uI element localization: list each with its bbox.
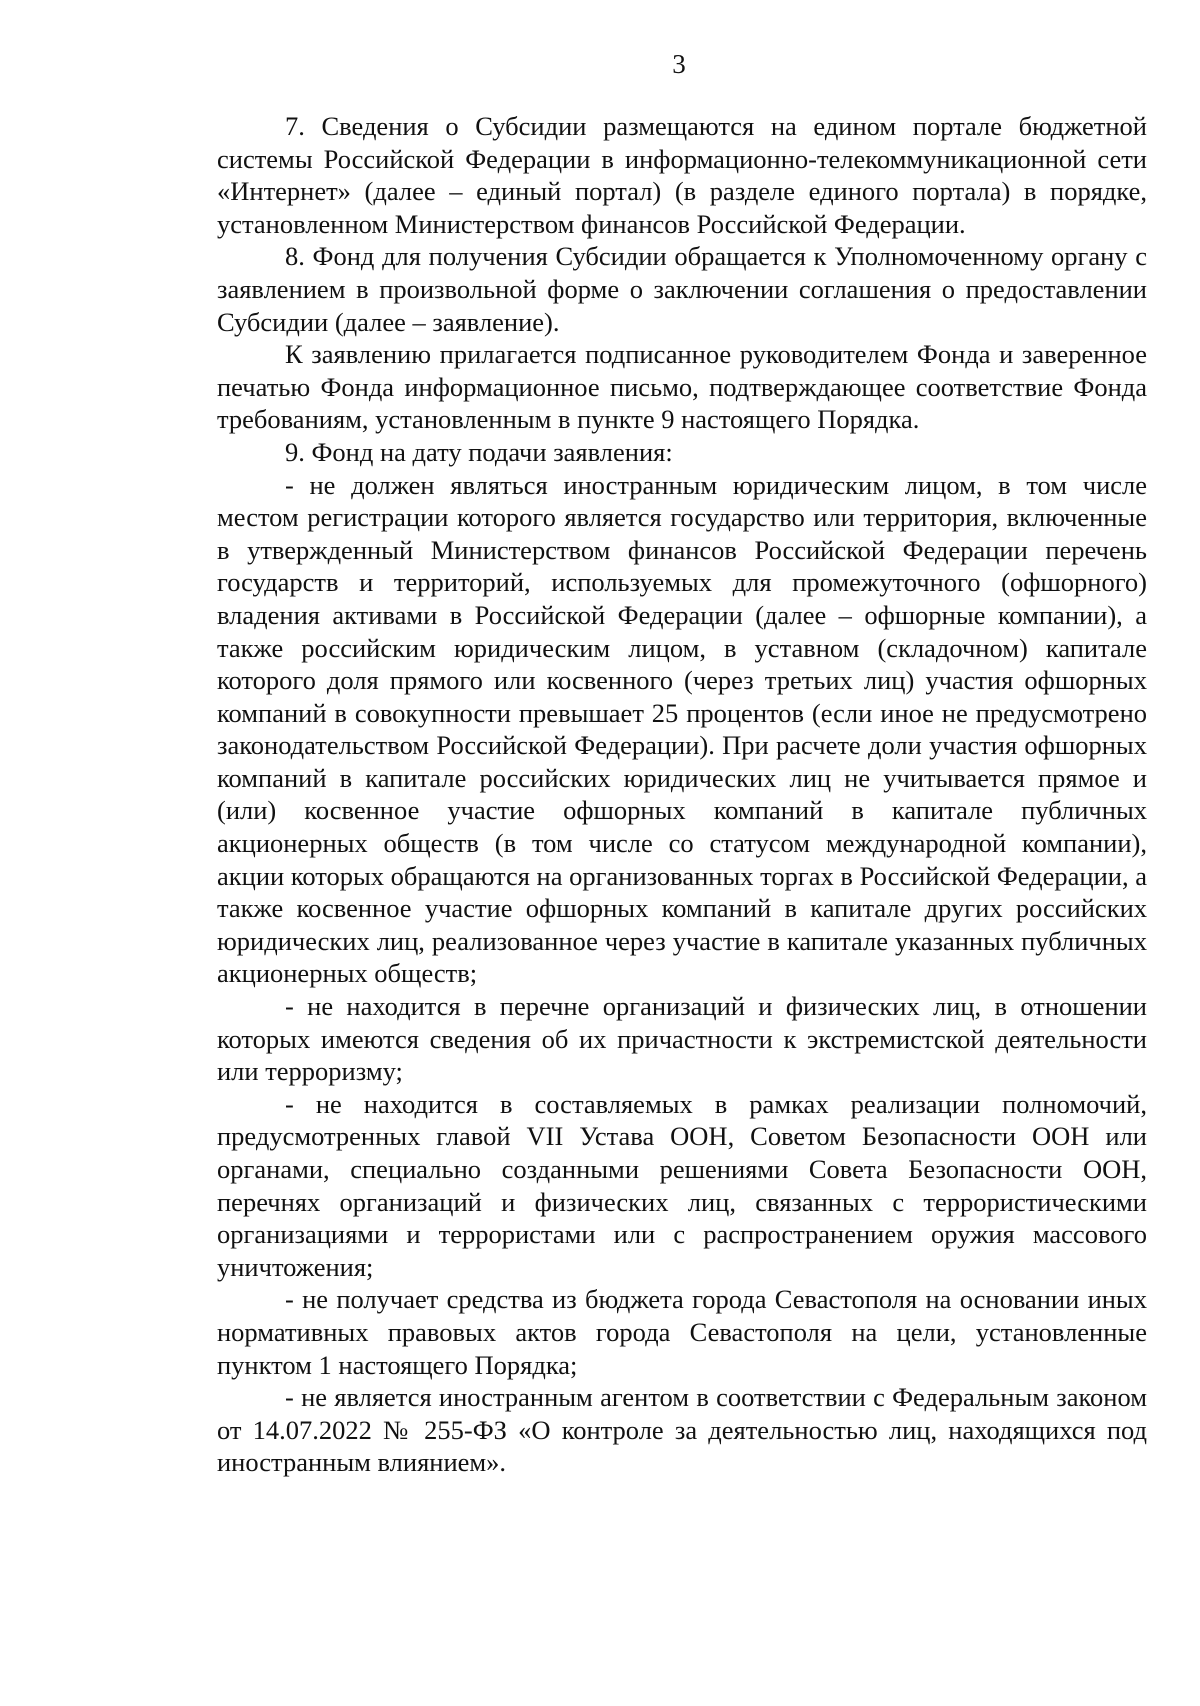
paragraph-8-attachment: К заявлению прилагается подписанное руководителем Фонда и заверенное печатью Фонда информационное письмо, подтверждающее соответствие Фонда требованиям, установленным в пункте 9 настоящего Порядка. bbox=[217, 339, 1147, 435]
list-item-budget-funds: - не получает средства из бюджета города Севастополя на основании иных нормативных правовых актов города Севастополя на цели, установленные пунктом 1 настоящего Порядка; bbox=[217, 1284, 1147, 1380]
paragraph-8: 8. Фонд для получения Субсидии обращается к Уполномоченному органу с заявлением в произвольной форме о заключении соглашения о предоставлении Субсидии (далее – заявление). bbox=[217, 241, 1147, 337]
paragraph-9-intro: 9. Фонд на дату подачи заявления: bbox=[285, 436, 673, 467]
list-item-extremism: - не находится в перечне организаций и физических лиц, в отношении которых имеются сведения об их причастности к экстремистской деятельности или терроризму; bbox=[217, 991, 1147, 1087]
page-number: 3 bbox=[672, 49, 686, 79]
paragraph-7: 7. Сведения о Субсидии размещаются на едином портале бюджетной системы Российской Федерации в информационно-телекоммуникационной сети «Интернет» (далее – единый портал) (в разделе единого портала) в порядке, установленном Министерством финансов Российской Федерации. bbox=[217, 111, 1147, 239]
list-item-foreign-agent: - не является иностранным агентом в соответствии с Федеральным законом от 14.07.2022 № 255-ФЗ «О контроле за деятельностью лиц, находящихся под иностранным влиянием». bbox=[217, 1382, 1147, 1478]
list-item-un-lists: - не находится в составляемых в рамках реализации полномочий, предусмотренных главой VII Устава ООН, Советом Безопасности ООН или органами, специально созданными решениями Совета Безопасности ООН, перечнях организаций и физических лиц, связанных с террористическими организациями и террористами или с распространением оружия массового уничтожения; bbox=[217, 1088, 1147, 1282]
document-body bbox=[217, 110, 1147, 1479]
list-item-offshore: - не должен являться иностранным юридическим лицом, в том числе местом регистрации которого является государство или территория, включенные в утвержденный Министерством финансов Российской Федерации перечень государств и территорий, используемых для промежуточного (офшорного) владения активами в Российской Федерации (далее – офшорные компании), а также российским юридическим лицом, в уставном (складочном) капитале которого доля прямого или косвенного (через третьих лиц) участия офшорных компаний в совокупности превышает 25 процентов (если иное не предусмотрено законодательством Российской Федерации). При расчете доли участия офшорных компаний в капитале российских юридических лиц не учитывается прямое и (или) косвенное участие офшорных компаний в капитале публичных акционерных обществ (в том числе со статусом международной компании), акции которых обращаются на организованных торгах в Российской Федерации, а также косвенное участие офшорных компаний в капитале других российских юридических лиц, реализованное через участие в капитале указанных публичных акционерных обществ; bbox=[217, 469, 1147, 989]
